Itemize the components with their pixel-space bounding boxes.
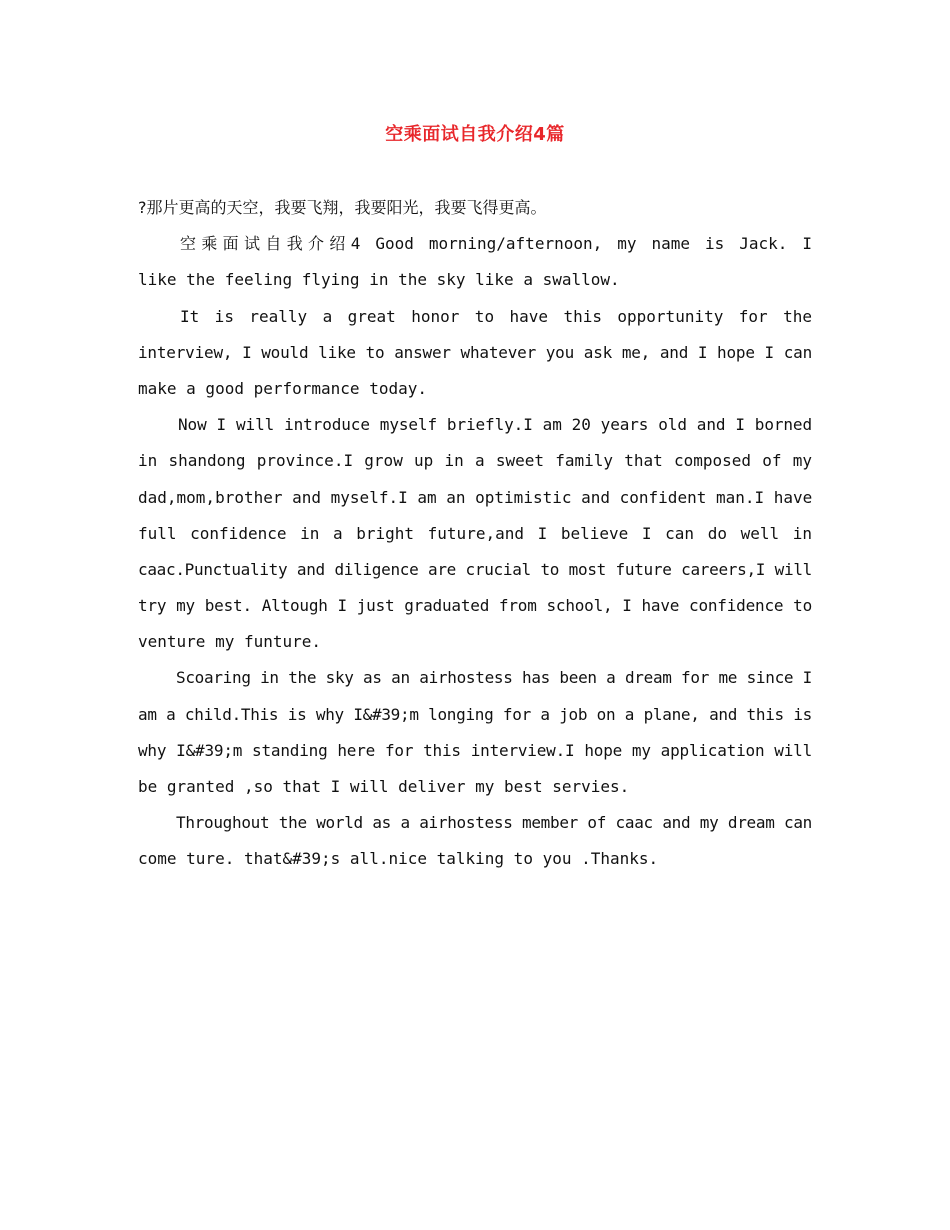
text-line-content: 空乘面试自我介绍4 Good morning/afternoon, my name is Jack. I xyxy=(180,234,812,254)
text-line: in shandong province.I grow up in a sweet family that composed of my xyxy=(138,451,812,471)
text-line: Throughout the world as a airhostess member of caac and my dream can xyxy=(176,813,812,833)
text-line: why I&#39;m standing here for this interview.I hope my application will xyxy=(138,740,812,760)
text-line: come ture. that&#39;s all.nice talking to you .Thanks. xyxy=(138,849,659,869)
text-line: full confidence in a bright future,and I believe I can do well in xyxy=(138,523,812,543)
text-line: like the feeling flying in the sky like a swallow. xyxy=(138,270,620,290)
text-line: dad,mom,brother and myself.I am an optimistic and confident man.I have xyxy=(138,487,813,507)
text-line: try my best. Altough I just graduated from school, I have confidence to xyxy=(138,596,812,616)
paragraph-closing xyxy=(138,805,812,877)
text-line xyxy=(138,226,812,262)
text-line: venture my funture. xyxy=(138,632,322,652)
paragraph-greeting xyxy=(138,226,812,298)
text-line: Scoaring in the sky as an airhostess has been a dream for me since I xyxy=(176,668,812,688)
text-line: make a good performance today. xyxy=(138,378,427,398)
text-line: caac.Punctuality and diligence are crucial to most future careers,I will xyxy=(138,559,812,579)
text-line: am a child.This is why I&#39;m longing for a job on a plane, and this is xyxy=(138,704,812,724)
document-body xyxy=(138,190,812,878)
text-line: interview, I would like to answer whatever you ask me, and I hope I can xyxy=(138,342,812,362)
paragraph-honor xyxy=(138,299,812,408)
paragraph-introduction xyxy=(138,407,812,660)
text-line: be granted ,so that I will deliver my best servies. xyxy=(138,777,630,796)
paragraph-intro xyxy=(138,190,812,226)
paragraph-dream xyxy=(138,660,812,805)
text-line: Now I will introduce myself briefly.I am 20 years old and I borned xyxy=(178,415,812,435)
text-line: It is really a great honor to have this opportunity for the xyxy=(180,306,812,326)
text-line: ?那片更高的天空，我要飞翔，我要阳光，我要飞得更高。 xyxy=(138,198,547,217)
document-title: 空乘面试自我介绍4篇 xyxy=(385,124,565,145)
